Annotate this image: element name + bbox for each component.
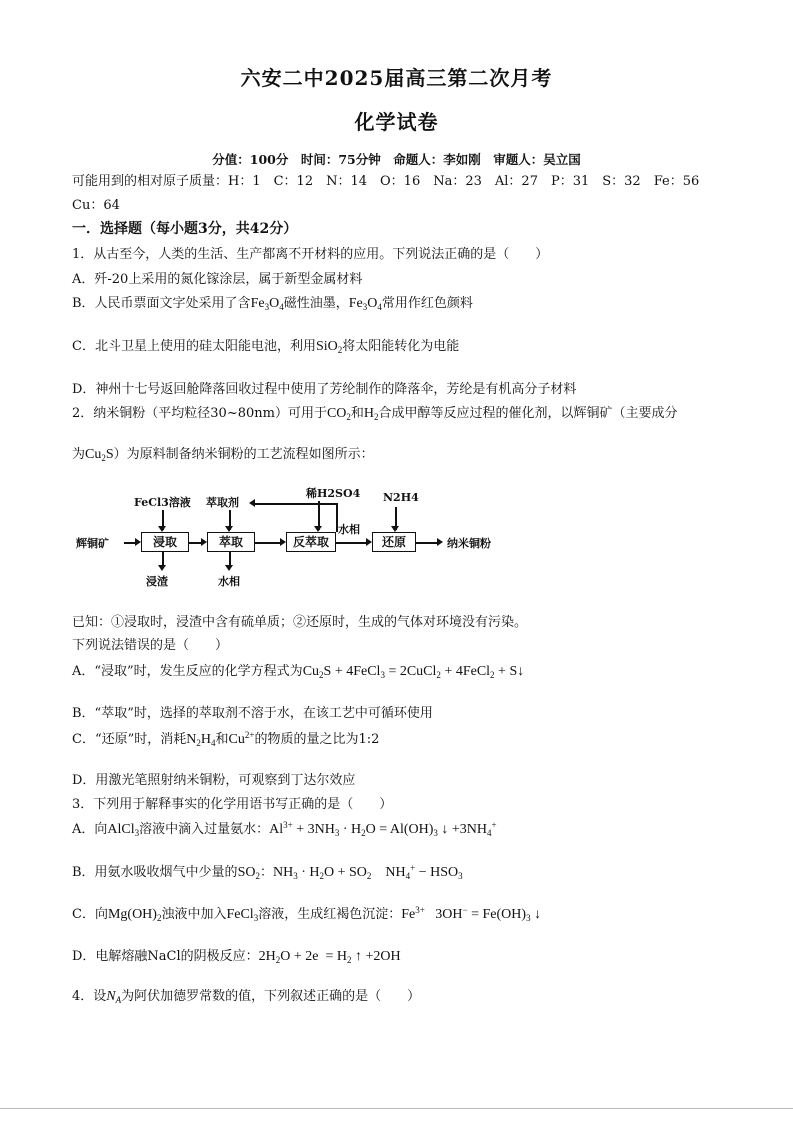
q2-stem-mid: 和 <box>350 406 364 421</box>
exam-meta: 分值：100分 时间：75分钟 命题人：李如刚 审题人：吴立国 <box>212 152 581 167</box>
flow-label-aqueous-mid: 水相 <box>338 523 360 536</box>
q1-b-pre: B．人民币票面文字处采用了含 <box>72 296 251 311</box>
flow-label-fecl3: FeCl3溶液 <box>134 496 191 509</box>
arrow-back-reduce <box>336 542 367 544</box>
q2-c-post: 的物质的量之比为1:2 <box>254 732 380 747</box>
q3-option-a <box>72 821 497 839</box>
q2-c-mid: 和 <box>215 732 229 747</box>
arrowhead-residue <box>158 565 166 571</box>
equation-q3b: $NH_3 \cdot H_2O + SO_2$ $NH_4^+ - HSO_3$ <box>272 863 463 881</box>
equation-q3d: $2H_2O + 2e = H_2$ ↑ +2OH <box>258 949 401 965</box>
q2-option-b: B．“萃取”时，选择的萃取剂不溶于水，在该工艺中可循环使用 <box>72 706 433 721</box>
recycle-line-horizontal <box>254 503 337 505</box>
q2-stem2-post: ）为原料制备纳米铜粉的工艺流程如图所示： <box>113 447 374 462</box>
q3-c-post: 溶液，生成红褐色沉淀： <box>258 907 402 922</box>
formula-co2: $CO_2$ <box>326 406 351 422</box>
q1-c-pre: C．北斗卫星上使用的硅太阳能电池，利用 <box>72 339 316 354</box>
q2-known: 已知：①浸取时，浸渣中含有硫单质；②还原时，生成的气体对环境没有污染。 <box>72 615 528 630</box>
q3-c-mid: 浊液中加入 <box>161 907 227 922</box>
q1-stem: 1．从古至今，人类的生活、生产都离不开材料的应用。下列说法正确的是（ ） <box>72 247 549 262</box>
atomic-masses-line1: 可能用到的相对原子质量：H：1 C：12 N：14 O：16 Na：23 Al：27 P：31 S：32 Fe：56 <box>72 174 700 189</box>
arrow-reduce-out <box>416 542 438 544</box>
flow-box-back-extract: 反萃取 <box>286 532 336 552</box>
q3-b-post: ： <box>259 865 273 880</box>
flow-label-extractant: 萃取剂 <box>206 496 239 509</box>
q2-stem-line2 <box>72 446 374 464</box>
q2-option-a <box>72 663 524 681</box>
equation-leach: $Cu_2S$ + 4FeCl$_3$ = 2CuCl$_2$ + 4FeCl$_2$ + S↓ <box>302 664 525 680</box>
formula-fe3o4-2: $Fe_3O_4$ <box>348 296 382 312</box>
formula-fe3o4: $Fe_3O_4$ <box>250 296 284 312</box>
q2-stem-post: 合成甲醇等反应过程的催化剂，以辉铜矿（主要成分 <box>378 406 678 421</box>
q4-stem <box>72 988 420 1006</box>
arrowhead-2 <box>280 538 286 546</box>
q3-stem: 3．下列用于解释事实的化学用语书写正确的是（ ） <box>72 797 393 812</box>
q2-option-d: D．用激光笔照射纳米铜粉，可观察到丁达尔效应 <box>72 773 356 788</box>
formula-h2: $H_2$ <box>363 406 379 422</box>
formula-so2: $SO_2$ <box>237 865 260 881</box>
q1-b-mid: 磁性油墨， <box>283 296 349 311</box>
exam-title: 六安二中2025届高三第二次月考 <box>240 66 553 90</box>
arrow-extract-back <box>255 542 281 544</box>
q1-b-post: 常用作红色颜料 <box>381 296 473 311</box>
q3-option-b <box>72 864 463 882</box>
equation-q3a: $Al^{3+} + 3NH_3 \cdot H_2O = Al(OH)_3$ ↓ $+3NH_4^+$ <box>269 820 497 838</box>
q2-a-pre: A．“浸取”时，发生反应的化学方程式为 <box>72 664 303 679</box>
atomic-masses-line2: Cu：64 <box>72 198 120 213</box>
q3-d-pre: D．电解熔融NaCl的阴极反应： <box>72 949 259 964</box>
flow-label-n2h4: N2H4 <box>383 491 419 504</box>
q1-option-c <box>72 338 459 356</box>
arrowhead-4 <box>437 538 443 546</box>
page-bottom-rule <box>0 1108 793 1109</box>
q2-stem-pre: 2．纳米铜粉（平均粒径30~80nm）可用于 <box>72 406 327 421</box>
arrowhead-recycle <box>249 499 255 507</box>
q1-option-d: D．神州十七号返回舱降落回收过程中使用了芳纶制作的降落伞，芳纶是有机高分子材料 <box>72 382 577 397</box>
q3-option-d <box>72 948 401 966</box>
q3-a-pre: A．向 <box>72 822 108 837</box>
q3-c-pre: C．向 <box>72 907 108 922</box>
q3-b-pre: B．用氨水吸收烟气中少量的 <box>72 865 238 880</box>
arrowhead-3 <box>366 538 372 546</box>
section-heading: 一．选择题（每小题3分，共42分） <box>72 221 298 237</box>
q3-option-c <box>72 906 541 924</box>
formula-alcl3: AlCl$_3$ <box>107 822 140 838</box>
q4-stem-post: 为阿伏加德罗常数的值，下列叙述正确的是（ ） <box>121 989 421 1004</box>
formula-n2h4: $N_2H_4$ <box>186 732 216 748</box>
flow-label-residue: 浸渣 <box>146 575 168 588</box>
formula-fecl3: FeCl$_3$ <box>226 907 259 923</box>
symbol-na: $N_A$ <box>106 989 122 1005</box>
formula-sio2: SiO$_2$ <box>315 339 343 355</box>
formula-cu-ion: $Cu^{2+}$ <box>228 730 255 747</box>
formula-cu2s: $Cu_2S$ <box>85 447 114 463</box>
q1-option-b <box>72 295 473 313</box>
equation-q3c: $Fe^{3+}$ $3OH^- = Fe(OH)_3$ ↓ <box>401 905 542 923</box>
q1-c-post: 将太阳能转化为电能 <box>342 339 460 354</box>
q3-a-post: 溶液中滴入过量氨水： <box>139 822 270 837</box>
q4-stem-pre: 4．设 <box>72 989 107 1004</box>
flow-output-nano-copper: 纳米铜粉 <box>447 537 491 550</box>
flow-box-reduce: 还原 <box>372 532 416 552</box>
flow-box-leach: 浸取 <box>141 532 189 552</box>
arrowhead-aqueous <box>225 565 233 571</box>
q2-stem2-pre: 为 <box>72 447 86 462</box>
arrowhead-1 <box>201 538 207 546</box>
flow-label-aqueous: 水相 <box>218 575 240 588</box>
q2-stem <box>72 405 678 423</box>
exam-subtitle: 化学试卷 <box>354 110 439 134</box>
flow-label-dilute-h2so4: 稀H2SO4 <box>306 487 361 500</box>
q2-c-pre: C．“还原”时，消耗 <box>72 732 187 747</box>
q2-option-c <box>72 731 379 749</box>
q2-ask: 下列说法错误的是（ ） <box>72 638 229 653</box>
flow-input-ore: 辉铜矿 <box>76 537 109 550</box>
formula-mgoh2: $Mg(OH)_2$ <box>107 907 162 923</box>
q1-option-a: A．歼-20上采用的氮化镓涂层，属于新型金属材料 <box>72 272 363 287</box>
flow-box-extract: 萃取 <box>207 532 255 552</box>
